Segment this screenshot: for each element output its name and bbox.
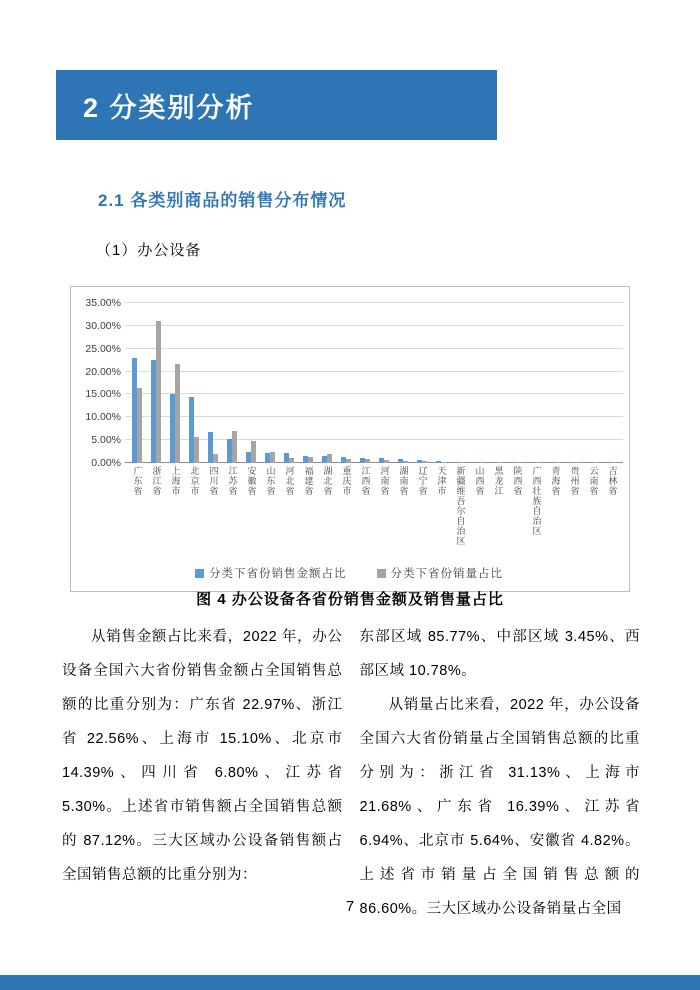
chart-plot-wrap: [75, 293, 623, 469]
bar-group: [146, 321, 165, 463]
bar-sales-quantity: [574, 462, 579, 463]
bar-group: [374, 458, 393, 463]
bar-group: [165, 364, 184, 463]
bar-group: [184, 397, 203, 463]
x-tick-label: 广东省: [132, 466, 143, 496]
x-tick-label: 贵州省: [569, 466, 580, 496]
bar-group: [545, 462, 564, 463]
subsection-label: （1）办公设备: [96, 242, 202, 259]
bar-sales-quantity: [308, 457, 313, 463]
bar-sales-quantity: [175, 364, 180, 463]
bar-sales-quantity: [536, 462, 541, 463]
bar-sales-quantity: [441, 462, 446, 463]
bar-sales-quantity: [213, 454, 218, 463]
body-paragraph: 从销售金额占比来看，2022 年，办公设备全国六大省份销售金额占全国销售总额的比重分别为：广东省 22.97%、浙江省 22.56%、上海市 15.10%、北京市 14.39%、四川省 6.80%、江苏省 5.30%。上述省市销售额占全国销售总额的 87.12%。三大区域办公设备销售额占全国销售总额的比重分别为：: [62, 629, 343, 883]
y-tick-label: 10.00%: [85, 411, 121, 424]
bar-group: [241, 441, 260, 463]
body-text-left-column: [62, 620, 343, 926]
bar-group: [260, 452, 279, 463]
x-tick-label: 河北省: [284, 466, 295, 496]
bar-sales-quantity: [232, 431, 237, 463]
x-tick-label: 广西壮族自治区: [531, 466, 542, 536]
x-tick-label: 北京市: [189, 466, 200, 496]
bar-group: [203, 432, 222, 463]
bar-sales-quantity: [137, 388, 142, 463]
x-axis-labels: [125, 463, 623, 559]
bar-sales-quantity: [289, 458, 294, 463]
body-paragraph: 东部区域 85.77%、中部区域 3.45%、西部区域 10.78%。: [359, 629, 640, 679]
x-tick-label: 新疆维吾尔自治区: [455, 466, 466, 546]
x-tick-label: 辽宁省: [417, 466, 428, 496]
section-title: 2.1 各类别商品的销售分布情况: [98, 191, 347, 210]
x-tick-label: 天津市: [436, 466, 447, 496]
body-paragraph: 从销量占比来看，2022 年，办公设备全国六大省份销量占全国销售总额的比重分别为：浙江省 31.13%、上海市 21.68%、广东省 16.39%、江苏省 6.94%、北京市 5.64%、安徽省 4.82%。上述省市销量占全国销售总额的 86.60%。三大区域办公设备销量占全国: [359, 697, 640, 917]
bar-group: [450, 462, 469, 463]
bar-group: [526, 462, 545, 463]
plot-area: [125, 303, 623, 463]
y-tick-label: 35.00%: [85, 297, 121, 309]
bar-group: [469, 462, 488, 463]
bar-group: [393, 459, 412, 463]
bar-group: [317, 454, 336, 463]
bar-group: [336, 457, 355, 463]
x-tick-label: 湖南省: [398, 466, 409, 496]
bar-group: [431, 461, 450, 463]
bar-group: [583, 462, 602, 463]
chart-legend: [75, 559, 623, 587]
bar-group: [488, 462, 507, 463]
y-tick-label: 15.00%: [85, 388, 121, 401]
bar-sales-quantity: [479, 462, 484, 463]
bar-group: [355, 458, 374, 463]
y-tick-label: 5.00%: [91, 434, 121, 447]
x-tick-label: 山西省: [474, 466, 485, 496]
x-tick-label: 浙江省: [151, 466, 162, 496]
legend-label: 分类下省份销量占比: [390, 568, 503, 580]
bar-group: [507, 462, 526, 463]
bar-sales-quantity: [498, 462, 503, 463]
x-tick-label: 安徽省: [246, 466, 257, 496]
y-tick-label: 30.00%: [85, 319, 121, 332]
legend-item: [195, 565, 347, 581]
x-tick-label: 山东省: [265, 466, 276, 496]
office-equipment-bar-chart: [70, 286, 630, 592]
x-tick-label: 河南省: [379, 466, 390, 496]
footer-band: [0, 975, 700, 990]
bar-group: [412, 460, 431, 463]
x-tick-label: 湖北省: [322, 466, 333, 496]
body-text-columns: [62, 620, 640, 926]
bar-sales-quantity: [156, 321, 161, 463]
x-tick-label: 青海省: [550, 466, 561, 496]
x-tick-label: 福建省: [303, 466, 314, 496]
figure-caption: 图 4 办公设备各省份销售金额及销售量占比: [196, 591, 504, 608]
bar-group: [602, 462, 621, 463]
bar-sales-quantity: [460, 462, 465, 463]
chapter-heading-band: [56, 70, 497, 140]
bar-series-area: [125, 303, 623, 463]
x-tick-label: 江西省: [360, 466, 371, 496]
x-tick-label: 云南省: [588, 466, 599, 496]
legend-swatch-icon: [195, 569, 204, 578]
y-tick-label: 20.00%: [85, 365, 121, 378]
bar-sales-quantity: [384, 460, 389, 463]
bar-sales-quantity: [194, 437, 199, 463]
x-tick-label: 四川省: [208, 466, 219, 496]
bar-sales-quantity: [612, 462, 617, 463]
legend-label: 分类下省份销售金额占比: [209, 568, 347, 580]
page-number: 7: [345, 898, 355, 915]
bar-sales-quantity: [251, 441, 256, 463]
x-tick-label: 黑龙江: [493, 466, 504, 496]
y-tick-label: 25.00%: [85, 342, 121, 355]
bar-sales-quantity: [327, 454, 332, 463]
bar-group: [298, 456, 317, 463]
bar-group: [222, 431, 241, 463]
x-tick-label: 上海市: [170, 466, 181, 496]
x-tick-label: 陕西省: [512, 466, 523, 496]
x-axis-row: [75, 463, 623, 559]
bar-sales-quantity: [270, 452, 275, 463]
y-tick-label: 0.00%: [91, 457, 121, 469]
y-axis-labels: [75, 297, 125, 469]
bar-sales-quantity: [403, 461, 408, 463]
x-axis-spacer: [75, 463, 125, 559]
bar-group: [127, 358, 146, 463]
x-tick-label: 吉林省: [607, 466, 618, 496]
bar-group: [564, 462, 583, 463]
bar-sales-quantity: [593, 462, 598, 463]
body-text-right-column: [360, 620, 641, 926]
bar-sales-quantity: [365, 459, 370, 463]
x-tick-label: 江苏省: [227, 466, 238, 496]
legend-swatch-icon: [377, 569, 386, 578]
bar-sales-quantity: [517, 462, 522, 463]
x-tick-label: 重庆市: [341, 466, 352, 496]
bar-sales-quantity: [422, 461, 427, 463]
bar-sales-quantity: [346, 459, 351, 463]
legend-item: [377, 565, 504, 581]
bar-sales-quantity: [555, 462, 560, 463]
chapter-title: 2 分类别分析: [83, 92, 255, 123]
bar-group: [279, 453, 298, 463]
